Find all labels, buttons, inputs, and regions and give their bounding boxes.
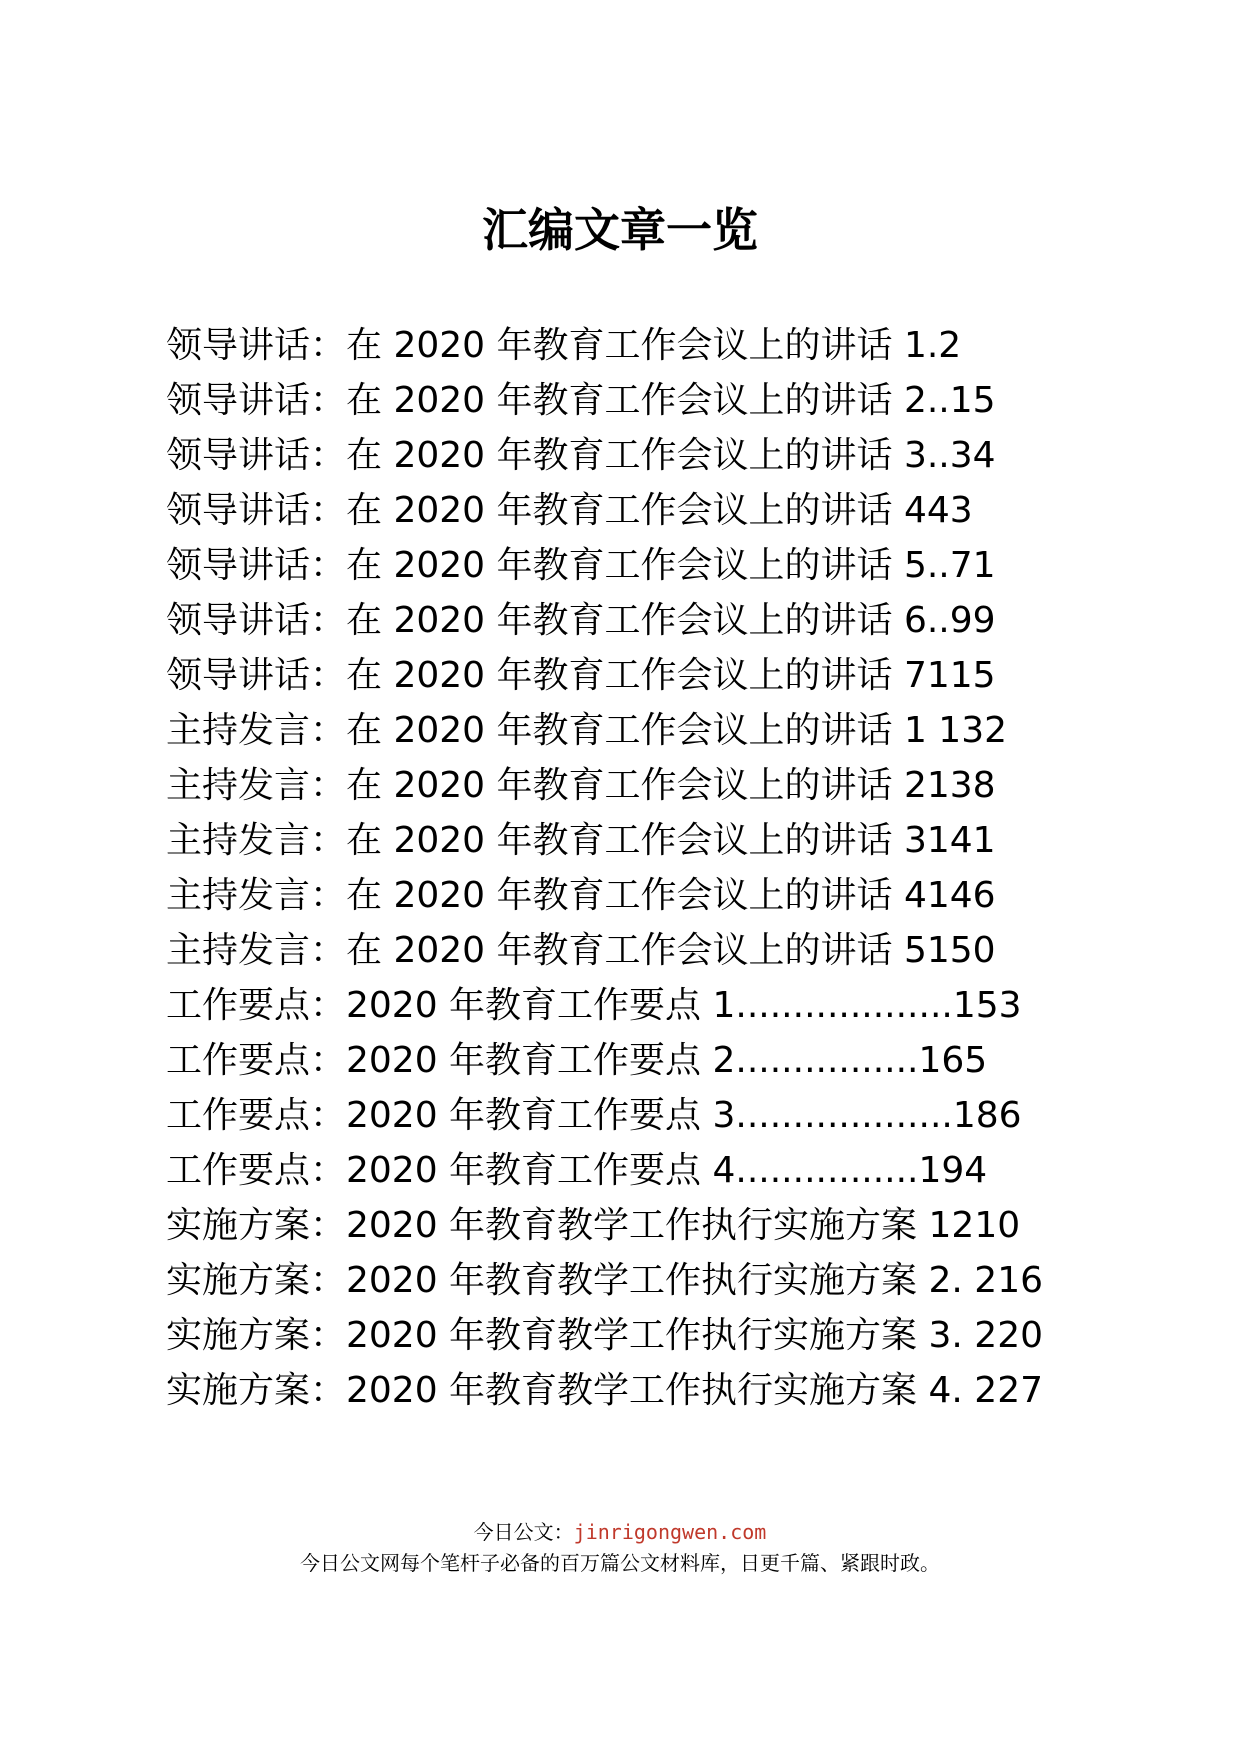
- toc-entry: 实施方案：2020 年教育教学工作执行实施方案 3. 220: [166, 1315, 1044, 1356]
- toc-entry: 工作要点：2020 年教育工作要点 2................165: [166, 1040, 988, 1081]
- toc-entry: 实施方案：2020 年教育教学工作执行实施方案 1210: [166, 1205, 1021, 1246]
- toc-entry: 主持发言：在 2020 年教育工作会议上的讲话 2138: [166, 765, 996, 806]
- document-title: 汇编文章一览: [482, 203, 758, 257]
- toc-entry: 领导讲话：在 2020 年教育工作会议上的讲话 7115: [166, 655, 996, 696]
- toc-entry: 工作要点：2020 年教育工作要点 1...................153: [166, 985, 1022, 1026]
- toc-entry: 领导讲话：在 2020 年教育工作会议上的讲话 2..15: [166, 380, 996, 421]
- toc-entry: 领导讲话：在 2020 年教育工作会议上的讲话 1.2: [166, 325, 962, 366]
- toc-entry: 主持发言：在 2020 年教育工作会议上的讲话 4146: [166, 875, 996, 916]
- toc-entry: 领导讲话：在 2020 年教育工作会议上的讲话 5..71: [166, 545, 996, 586]
- toc-entry: 领导讲话：在 2020 年教育工作会议上的讲话 3..34: [166, 435, 996, 476]
- toc-entry: 主持发言：在 2020 年教育工作会议上的讲话 3141: [166, 820, 996, 861]
- footer-label: 今日公文：: [473, 1520, 574, 1544]
- footer-source: [0, 1517, 1240, 1547]
- table-of-contents: [166, 318, 1106, 1418]
- toc-entry: 实施方案：2020 年教育教学工作执行实施方案 4. 227: [166, 1370, 1044, 1411]
- toc-entry: 领导讲话：在 2020 年教育工作会议上的讲话 443: [166, 490, 973, 531]
- toc-entry: 领导讲话：在 2020 年教育工作会议上的讲话 6..99: [166, 600, 996, 641]
- toc-entry: 工作要点：2020 年教育工作要点 4................194: [166, 1150, 988, 1191]
- footer-slogan: 今日公文网每个笔杆子必备的百万篇公文材料库，日更千篇、紧跟时政。: [300, 1551, 940, 1575]
- toc-entry: 实施方案：2020 年教育教学工作执行实施方案 2. 216: [166, 1260, 1044, 1301]
- toc-entry: 主持发言：在 2020 年教育工作会议上的讲话 5150: [166, 930, 996, 971]
- toc-entry: 主持发言：在 2020 年教育工作会议上的讲话 1 132: [166, 710, 1008, 751]
- toc-entry: 工作要点：2020 年教育工作要点 3...................186: [166, 1095, 1022, 1136]
- footer-url-link[interactable]: jinrigongwen.com: [573, 1520, 767, 1544]
